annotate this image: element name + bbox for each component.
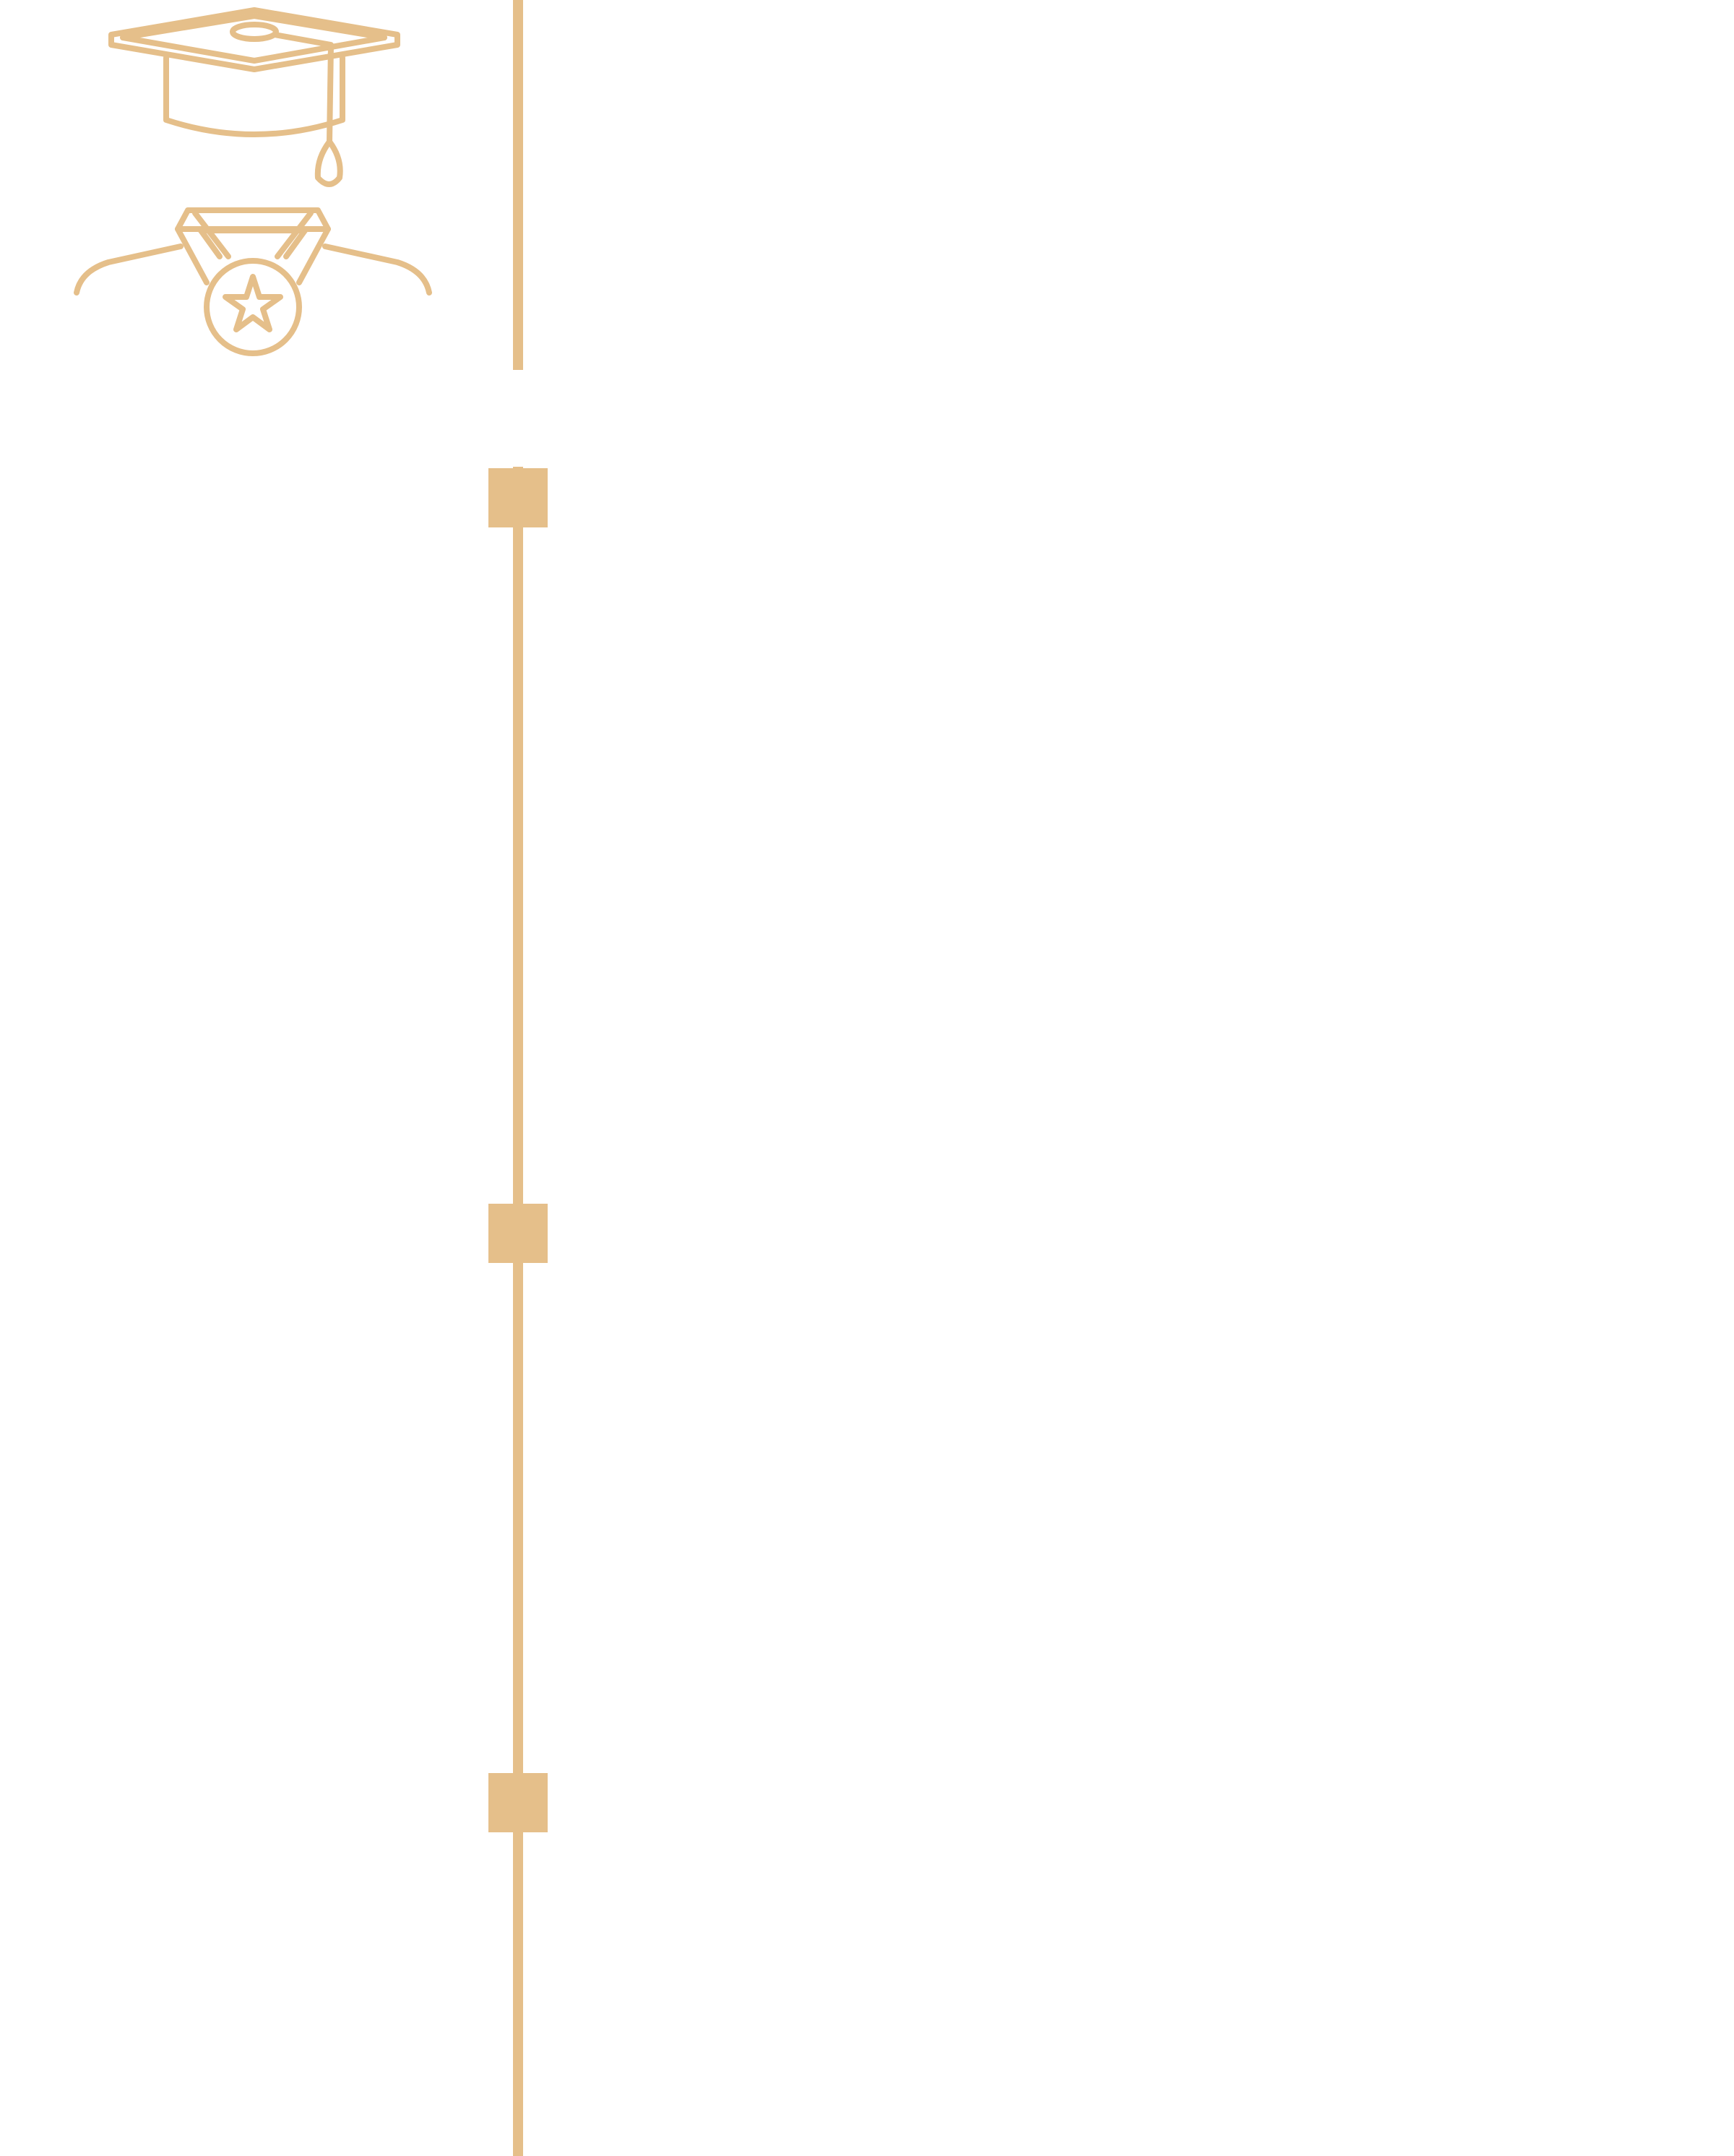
timeline-rail [513,467,523,2156]
timeline-divider-top [513,0,523,370]
timeline-marker [488,1773,548,1832]
timeline-marker [488,468,548,527]
timeline-marker [488,1204,548,1263]
